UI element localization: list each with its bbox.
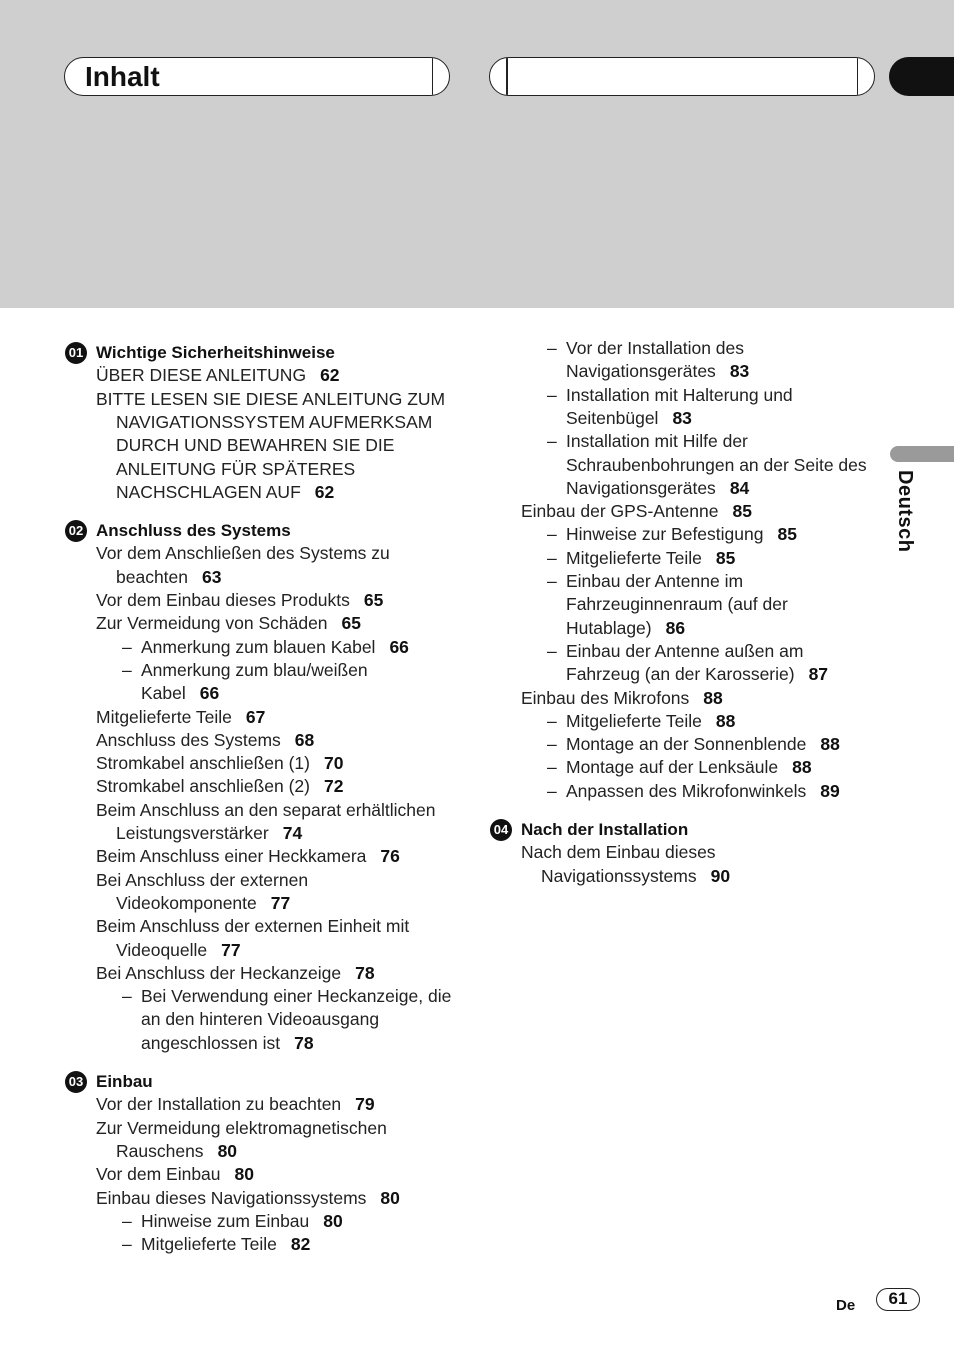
entry-text: Installation mit Hilfe der [566, 431, 748, 452]
entry-text: beachten [116, 566, 189, 587]
entry-text: Anschluss des Systems [96, 729, 281, 750]
entry-text: Leistungsverstärker [116, 823, 269, 843]
page-number: 83 [672, 407, 692, 428]
subentry-dash: – [547, 524, 557, 545]
footer-page-number: 61 [876, 1288, 920, 1311]
subentry-dash: – [122, 986, 132, 1007]
page-number: 88 [715, 710, 736, 731]
page-number: 80 [234, 1164, 254, 1185]
subentry-dash: – [122, 1210, 132, 1231]
entry-text: Hinweise zur Befestigung [566, 524, 764, 545]
page-number: 65 [341, 613, 362, 634]
toc-subentry-line [566, 384, 793, 407]
page-number: 85 [732, 501, 752, 522]
toc-subentry-line [141, 682, 219, 705]
entry-text: Einbau der Antenne im [566, 571, 744, 591]
entry-text: Beim Anschluss an den separat erhältlichen [96, 799, 436, 820]
entry-text: Vor dem Anschließen des Systems zu [96, 543, 390, 564]
entry-text: Vor dem Einbau dieses Produkts [96, 590, 350, 610]
page-number: 77 [221, 939, 241, 960]
page-number: 66 [199, 683, 220, 704]
toc-entry-line [521, 687, 723, 710]
entry-text: ÜBER DIESE ANLEITUNG [96, 365, 307, 386]
entry-text: ANLEITUNG FÜR SPÄTERES [116, 458, 356, 479]
section-heading: Anschluss des Systems [96, 521, 291, 541]
entry-text: Videokomponente [116, 892, 257, 913]
section-heading: Nach der Installation [521, 820, 689, 839]
toc-subentry-line [566, 407, 692, 430]
toc-subentry-line [141, 1008, 379, 1031]
page-number: 62 [320, 365, 340, 386]
entry-text: Zur Vermeidung elektromagnetischen [96, 1117, 387, 1138]
toc-subentry-line [566, 477, 749, 500]
page-number: 79 [355, 1094, 375, 1115]
entry-text: Anmerkung zum blauen Kabel [141, 636, 376, 657]
section-number-badge: 01 [65, 342, 87, 364]
subentry-dash: – [547, 384, 557, 405]
footer-language: De [836, 1297, 856, 1314]
toc-entry-line [96, 915, 409, 938]
page-number: 62 [314, 481, 335, 502]
entry-text: Navigationsgerätes [566, 361, 716, 382]
subentry-dash: – [547, 734, 557, 755]
toc-subentry-line [141, 1233, 310, 1256]
toc-subentry-line [566, 337, 744, 360]
title-box [64, 57, 450, 96]
section-number-badge: 03 [65, 1071, 87, 1093]
toc-entry-line [521, 841, 716, 864]
entry-text: Videoquelle [116, 939, 208, 960]
entry-text: Hinweise zum Einbau [141, 1210, 310, 1231]
page-number: 77 [270, 892, 291, 913]
toc-entry-line [116, 566, 221, 589]
subentry-dash: – [122, 1234, 132, 1255]
entry-text: an den hinteren Videoausgang [141, 1009, 380, 1030]
toc-subentry-line [141, 636, 409, 659]
entry-text: NAVIGATIONSSYSTEM AUFMERKSAM [116, 411, 433, 432]
toc-subentry-line [566, 547, 735, 570]
entry-text: NACHSCHLAGEN AUF [116, 481, 301, 502]
page-number: 88 [703, 687, 723, 708]
toc-subentry-line [566, 360, 749, 383]
entry-text: Montage auf der Lenksäule [566, 757, 779, 778]
header-black-tab [889, 57, 954, 96]
entry-text: Einbau dieses Navigationssystems [96, 1187, 367, 1208]
section-heading: Wichtige Sicherheitshinweise [96, 343, 335, 362]
entry-text: Stromkabel anschließen (2) [96, 776, 310, 797]
section-heading: Einbau [96, 1072, 153, 1091]
page-number: 63 [202, 566, 222, 587]
title-box-divider [432, 58, 434, 95]
page-number: 85 [777, 524, 797, 545]
entry-text: Beim Anschluss einer Heckkamera [96, 846, 367, 867]
page-number: 80 [380, 1187, 400, 1208]
subentry-dash: – [547, 571, 557, 591]
toc-subentry-line [566, 523, 797, 546]
toc-subentry-line [141, 985, 451, 1008]
entry-text: Bei Verwendung einer Heckanzeige, die [141, 986, 452, 1007]
entry-text: Schraubenbohrungen an der Seite des [566, 454, 867, 475]
toc-subentry-line [566, 733, 840, 756]
page-number: 83 [729, 361, 750, 382]
entry-text: Fahrzeuginnenraum (auf der [566, 594, 788, 615]
page-number: 78 [355, 962, 375, 983]
entry-text: Mitgelieferte Teile [566, 547, 702, 568]
toc-entry-line [96, 589, 383, 612]
page-number: 84 [729, 477, 750, 498]
page-number: 80 [217, 1140, 238, 1161]
toc-entry-line [116, 411, 432, 434]
toc-subentry-line [566, 593, 788, 616]
entry-text: angeschlossen ist [141, 1032, 281, 1053]
entry-text: Installation mit Halterung und [566, 384, 793, 405]
page-number: 67 [245, 706, 266, 727]
page-title: Inhalt [85, 61, 160, 92]
subentry-dash: – [547, 431, 557, 452]
toc-entry-line [96, 542, 390, 565]
blank-box-divider-right [857, 58, 859, 95]
toc-entry-line [96, 752, 343, 775]
toc-subentry-line [141, 659, 368, 682]
toc-subentry-line [566, 570, 743, 593]
page-number: 88 [820, 734, 840, 755]
entry-text: Navigationsgerätes [566, 477, 716, 498]
toc-subentry-line [141, 1032, 314, 1055]
page-number: 78 [294, 1032, 314, 1053]
toc-subentry-line [566, 756, 812, 779]
page-number: 68 [294, 729, 315, 750]
toc-entry-line [521, 500, 752, 523]
entry-text: Nach dem Einbau dieses [521, 842, 716, 863]
page-number: 65 [363, 590, 384, 610]
page-number: 80 [323, 1210, 343, 1231]
toc-entry-line [116, 892, 290, 915]
page-number: 70 [323, 753, 344, 774]
page-number: 85 [715, 547, 736, 568]
page-number: 88 [792, 757, 812, 778]
toc-entry-line [116, 1140, 237, 1163]
page-number: 89 [820, 780, 840, 801]
entry-text: Beim Anschluss der externen Einheit mit [96, 916, 410, 937]
entry-text: Vor der Installation zu beachten [96, 1094, 342, 1115]
entry-text: Stromkabel anschließen (1) [96, 753, 310, 774]
entry-text: Vor der Installation des [566, 338, 745, 358]
subentry-dash: – [547, 757, 557, 778]
toc-entry-line [116, 822, 302, 845]
toc-entry-line [96, 775, 343, 798]
entry-text: Vor dem Einbau [96, 1164, 221, 1185]
page-number: 72 [323, 776, 344, 797]
toc-subentry-line [566, 663, 828, 686]
toc-entry-line [96, 1093, 375, 1116]
page-number: 86 [665, 617, 686, 638]
toc-subentry-line [566, 454, 867, 477]
language-label: Deutsch [894, 470, 916, 553]
entry-text: DURCH UND BEWAHREN SIE DIE [116, 435, 395, 456]
entry-text: BITTE LESEN SIE DIESE ANLEITUNG ZUM [96, 388, 446, 409]
entry-text: Kabel [141, 683, 186, 704]
toc-entry-line [96, 364, 340, 387]
entry-text: Rauschens [116, 1140, 204, 1161]
toc-entry-line [96, 845, 400, 868]
entry-text: Mitgelieferte Teile [141, 1234, 277, 1255]
toc-entry-line [541, 865, 730, 888]
entry-text: Einbau der GPS-Antenne [521, 501, 719, 522]
language-tab [890, 446, 954, 462]
page-number: 87 [808, 664, 829, 685]
page-number: 74 [282, 823, 303, 843]
toc-entry-line [96, 388, 445, 411]
blank-box-divider-left [506, 58, 508, 95]
entry-text: Montage an der Sonnenblende [566, 734, 807, 755]
page-number: 76 [380, 846, 400, 867]
header-band [0, 0, 954, 308]
toc-entry-line [96, 1163, 254, 1186]
toc-entry-line [116, 434, 394, 457]
toc-subentry-line [566, 617, 685, 640]
entry-text: Einbau der Antenne außen am [566, 640, 804, 661]
toc-entry-line [96, 799, 436, 822]
entry-text: Anpassen des Mikrofonwinkels [566, 780, 807, 801]
page-number: 90 [710, 865, 731, 886]
toc-subentry-line [566, 640, 803, 663]
toc-subentry-line [141, 1210, 343, 1233]
section-number-badge: 02 [65, 520, 87, 542]
toc-entry-line [96, 729, 314, 752]
subentry-dash: – [122, 659, 132, 680]
entry-text: Mitgelieferte Teile [566, 710, 702, 731]
section-number-badge: 04 [490, 819, 512, 841]
entry-text: Seitenbügel [566, 407, 659, 428]
toc-entry-line [96, 706, 265, 729]
entry-text: Mitgelieferte Teile [96, 706, 232, 727]
entry-text: Anmerkung zum blau/weißen [141, 659, 368, 680]
entry-text: Bei Anschluss der Heckanzeige [96, 962, 342, 983]
entry-text: Hutablage) [566, 617, 652, 638]
toc-entry-line [96, 1117, 387, 1140]
toc-subentry-line [566, 780, 840, 803]
toc-entry-line [116, 458, 355, 481]
subentry-dash: – [122, 636, 132, 657]
entry-text: Zur Vermeidung von Schäden [96, 613, 328, 634]
subentry-dash: – [547, 338, 557, 358]
toc-subentry-line [566, 430, 748, 453]
header-blank-box [489, 57, 875, 96]
subentry-dash: – [547, 640, 557, 661]
subentry-dash: – [547, 780, 557, 801]
page-number: 82 [290, 1234, 311, 1255]
entry-text: Navigationssystems [541, 865, 697, 886]
entry-text: Fahrzeug (an der Karosserie) [566, 664, 795, 685]
entry-text: Einbau des Mikrofons [521, 687, 690, 708]
toc-entry-line [116, 939, 241, 962]
toc-entry-line [96, 962, 375, 985]
toc-entry-line [96, 869, 308, 892]
toc-entry-line [116, 481, 334, 504]
toc-subentry-line [566, 710, 735, 733]
subentry-dash: – [547, 547, 557, 568]
toc-entry-line [96, 612, 361, 635]
page-number: 66 [389, 636, 409, 657]
toc-entry-line [96, 1187, 400, 1210]
subentry-dash: – [547, 710, 557, 731]
entry-text: Bei Anschluss der externen [96, 869, 309, 890]
